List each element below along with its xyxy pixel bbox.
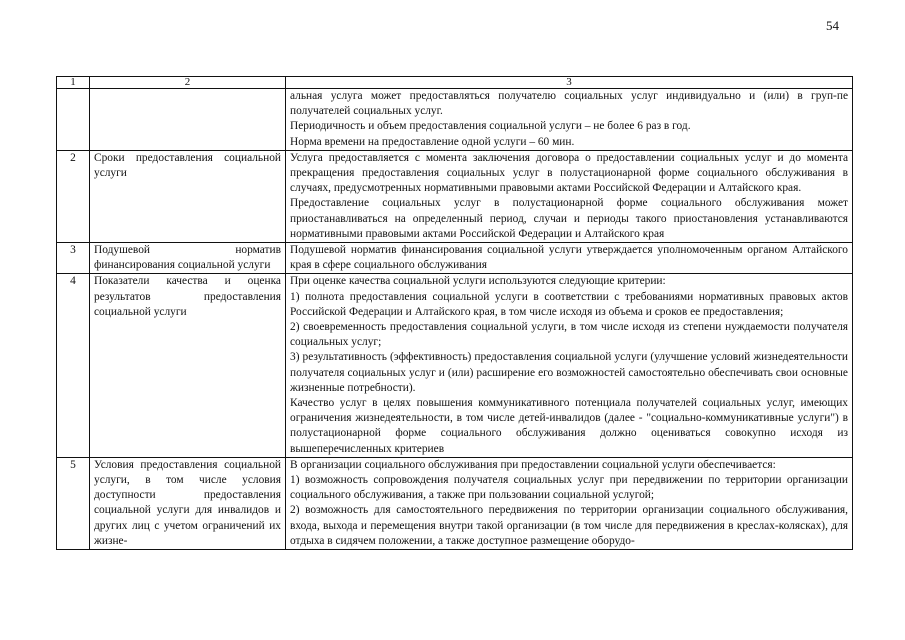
- row-parameter-name: Условия предоставления социальной услуги, в том числе условия доступности предоставления социальной услуги для инвалидов и других лиц с учетом ограничений их жизне-: [90, 457, 286, 549]
- table-row: [57, 243, 853, 274]
- page-number: 54: [826, 18, 839, 33]
- row-parameter-name: Подушевой норматив финансирования социальной услуги: [90, 243, 286, 274]
- description-paragraph: Услуга предоставляется с момента заключения договора о предоставлении социальных услуг и до момента прекращения предоставления социальных услуг в полустационарной форме социального обслуживания в случаях, предусмотренных нормативными правовыми актами Российской Федерации и Алтайского края.: [290, 151, 848, 195]
- description-paragraph: В организации социального обслуживания при предоставлении социальной услуги обеспечивается:: [290, 458, 776, 471]
- description-paragraph: альная услуга может предоставляться получателю социальных услуг индивидуально и (или) в груп-пе получателей социальных услуг.: [290, 90, 848, 118]
- table-row: [57, 89, 853, 151]
- description-paragraph: Периодичность и объем предоставления социальной услуги – не более 6 раз в год.: [290, 120, 691, 133]
- table-row: [57, 457, 853, 549]
- row-description: [286, 457, 853, 549]
- row-description: [286, 243, 853, 274]
- description-paragraph: Подушевой норматив финансирования социальной услуги утверждается уполномоченным органом Алтайского края в сфере социального обслуживания: [290, 244, 848, 272]
- table-row: [57, 274, 853, 457]
- row-description: [286, 150, 853, 242]
- row-number: 3: [57, 243, 90, 274]
- description-paragraph: 1) полнота предоставления социальной услуги в соответствии с требованиями нормативных правовых актов Российской Федерации и Алтайского края, в том числе исходя из объема и сроков ее предоставления;: [290, 290, 848, 318]
- header-col-2: 2: [90, 77, 286, 89]
- header-col-1: 1: [57, 77, 90, 89]
- description-paragraph: При оценке качества социальной услуги используются следующие критерии:: [290, 275, 666, 288]
- row-parameter-name: Сроки предоставления социальной услуги: [90, 150, 286, 242]
- description-paragraph: 2) своевременность предоставления социальной услуги, в том числе исходя из степени нуждаемости получателя социальных услуг;: [290, 321, 848, 349]
- description-paragraph: Качество услуг в целях повышения коммуникативного потенциала получателей социальных услуг, имеющих ограничения жизнедеятельности, в том числе детей-инвалидов (далее - "социально-коммуникативные услуги") в полустационарной форме социального обслуживания должно оцениваться совокупно исходя из вышеперечисленных критериев: [290, 397, 848, 455]
- services-table: [56, 76, 853, 550]
- row-number: 4: [57, 274, 90, 457]
- row-description: [286, 89, 853, 151]
- row-number: [57, 89, 90, 151]
- row-number: 2: [57, 150, 90, 242]
- row-number: 5: [57, 457, 90, 549]
- description-paragraph: 3) результативность (эффективность) предоставления социальной услуги (улучшение условий жизнедеятельности получателя социальных услуг и (или) расширение его возможностей самостоятельно обеспечивать свои основные жизненные потребности).: [290, 351, 848, 394]
- description-paragraph: 1) возможность сопровождения получателя социальных услуг при передвижении по территории организации социального обслуживания, а также при пользовании социальной услугой;: [290, 474, 848, 502]
- description-paragraph: 2) возможность для самостоятельного передвижения по территории организации социального обслуживания, входа, выхода и перемещения внутри такой организации (в том числе для передвижения в креслах-колясках), для отдыха в сидячем положении, а также доступное размещение оборудо-: [290, 504, 848, 547]
- row-parameter-name: [90, 89, 286, 151]
- row-description: [286, 274, 853, 457]
- header-col-3: 3: [286, 77, 853, 89]
- description-paragraph: Норма времени на предоставление одной услуги – 60 мин.: [290, 135, 575, 148]
- row-parameter-name: Показатели качества и оценка результатов предоставления социальной услуги: [90, 274, 286, 457]
- table-header-row: [57, 77, 853, 89]
- description-paragraph: Предоставление социальных услуг в полустационарной форме социального обслуживания может приостанавливаться на определенный период, случаи и периоды такого приостановления устанавливаются нормативными правовыми актами Российской Федерации и Алтайского края: [290, 197, 848, 240]
- table-row: [57, 150, 853, 242]
